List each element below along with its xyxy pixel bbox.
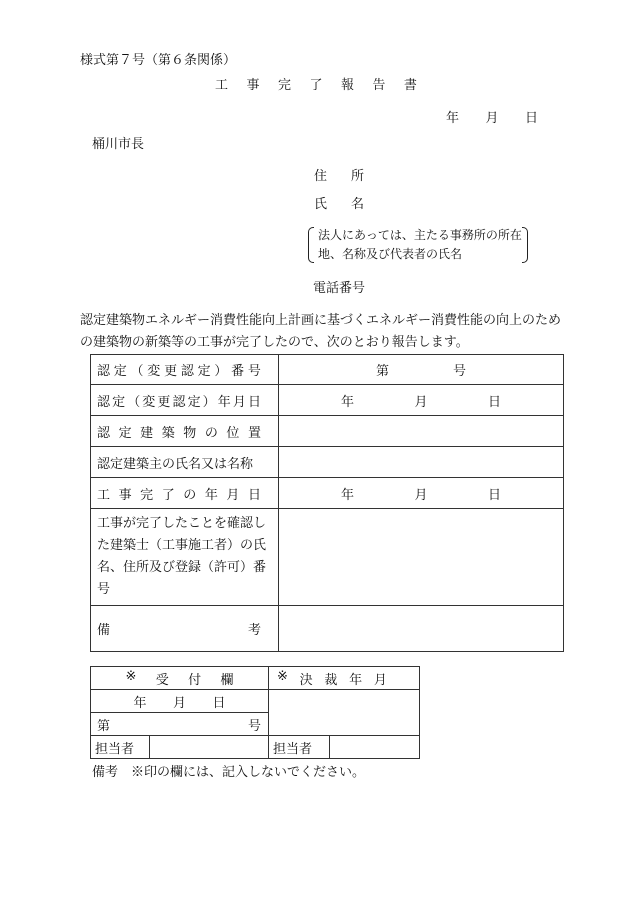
cert-date-label	[91, 385, 279, 416]
char: 定	[113, 364, 127, 379]
char: 定	[118, 425, 132, 441]
char: 月	[373, 672, 387, 688]
char: 報	[340, 78, 354, 93]
char: 月	[172, 695, 186, 711]
table-row	[91, 355, 564, 385]
char: 決	[299, 672, 313, 688]
char: ）	[214, 364, 228, 379]
report-date	[446, 112, 538, 125]
char: 工	[97, 487, 111, 503]
table-row	[91, 606, 564, 652]
architect-label: 工事が完了したことを確認した建築士（工事施工者）の氏名、住所及び登録（許可）番号	[91, 509, 279, 606]
char: 書	[403, 78, 417, 93]
char: 号	[452, 364, 466, 379]
char: 告	[372, 78, 386, 93]
char: 年	[217, 394, 231, 410]
char: 事	[118, 487, 132, 503]
addressee: 桶川市長	[92, 137, 145, 152]
decision-header	[268, 667, 419, 690]
char: 認	[97, 425, 111, 441]
char: 年	[133, 695, 147, 711]
char: 日	[487, 487, 501, 503]
document-title	[215, 79, 417, 92]
char: 第	[375, 364, 389, 379]
char: 築	[161, 425, 175, 441]
char: 第	[97, 718, 111, 734]
char: 年	[340, 487, 354, 503]
char: 日	[487, 394, 501, 410]
reception-table	[90, 666, 420, 759]
building-location-field[interactable]	[278, 416, 563, 447]
reception-number[interactable]	[91, 713, 269, 736]
char: 備	[97, 623, 111, 638]
char: 年	[204, 487, 218, 503]
applicant-address-label	[314, 170, 364, 183]
char: 認	[97, 394, 111, 410]
char: 定	[112, 394, 126, 410]
char: 完	[140, 487, 154, 503]
decision-date-field[interactable]	[268, 690, 419, 736]
char: ）	[202, 394, 216, 410]
char: 完	[277, 78, 291, 93]
char: ※	[276, 668, 288, 684]
char: 認	[97, 364, 111, 379]
char: 付	[188, 672, 202, 688]
char: 位	[226, 425, 240, 441]
char: 変	[147, 364, 161, 379]
char: 年	[446, 111, 460, 126]
char: 氏	[314, 197, 328, 212]
char: 番	[231, 364, 245, 379]
char: 了	[161, 487, 175, 503]
completion-date-label	[91, 478, 279, 509]
corporation-note	[308, 226, 528, 264]
cert-number-label	[91, 355, 279, 385]
table-row	[91, 690, 420, 713]
char: 号	[247, 364, 261, 379]
char: の	[204, 425, 218, 441]
applicant-name-label	[314, 198, 364, 211]
phone-label: 電話番号	[313, 281, 366, 296]
corporation-note-text: 法人にあっては、主たる事務所の所在地、名称及び代表者の氏名	[318, 228, 522, 261]
reception-person-field[interactable]	[149, 736, 268, 759]
form-number: 様式第７号（第６条関係）	[80, 53, 237, 68]
char: 更	[157, 394, 171, 410]
char: 日	[524, 111, 538, 126]
char: 日	[212, 695, 226, 711]
char: 建	[140, 425, 154, 441]
report-table	[90, 354, 564, 652]
char: 受	[155, 672, 169, 688]
char: 工	[215, 78, 229, 93]
char: 月	[232, 394, 246, 410]
char: 年	[349, 672, 363, 688]
table-row	[91, 416, 564, 447]
char: 認	[180, 364, 194, 379]
completion-date-field[interactable]	[278, 478, 563, 509]
char: 変	[142, 394, 156, 410]
table-row	[91, 385, 564, 416]
char: ※	[125, 668, 137, 684]
char: 住	[314, 169, 328, 184]
char: 日	[247, 487, 261, 503]
char: 日	[247, 394, 261, 410]
char: 欄	[220, 672, 234, 688]
reception-person-label: 担当者	[91, 736, 150, 759]
decision-person-field[interactable]	[329, 736, 419, 759]
reception-date[interactable]	[91, 690, 269, 713]
char: 事	[246, 78, 260, 93]
char: 号	[247, 718, 261, 734]
char: 置	[247, 425, 261, 441]
char: 更	[164, 364, 178, 379]
left-bracket	[308, 227, 314, 263]
table-row	[91, 478, 564, 509]
intro-text: 認定建築物エネルギー消費性能向上計画に基づくエネルギー消費性能の向上のための建築物の新築等の工事が完了したので、次のとおり報告します。	[80, 313, 562, 350]
char: 認	[172, 394, 186, 410]
table-row	[91, 447, 564, 478]
char: 裁	[324, 672, 338, 688]
char: 所	[350, 169, 364, 184]
char: （	[127, 394, 141, 410]
table-row	[91, 667, 420, 690]
building-location-label	[91, 416, 279, 447]
char: 定	[187, 394, 201, 410]
char: （	[130, 364, 144, 379]
reception-header	[91, 667, 269, 690]
right-bracket	[522, 227, 528, 263]
char: 定	[197, 364, 211, 379]
char: 考	[247, 623, 261, 638]
owner-name-label: 認定建築主の氏名又は名称	[91, 447, 279, 478]
char: 物	[183, 425, 197, 441]
remarks-field[interactable]	[278, 606, 563, 652]
char: の	[183, 487, 197, 503]
footer-remarks: 備考 ※印の欄には、記入しないでください。	[92, 765, 366, 780]
decision-person-label: 担当者	[268, 736, 329, 759]
char: 了	[309, 78, 323, 93]
cert-date-field[interactable]	[278, 385, 563, 416]
table-row	[91, 509, 564, 606]
cert-number-field[interactable]	[278, 355, 563, 385]
char: 月	[485, 111, 499, 126]
owner-name-field[interactable]	[278, 447, 563, 478]
architect-field[interactable]	[278, 509, 563, 606]
char: 月	[414, 394, 428, 410]
char: 月	[414, 487, 428, 503]
table-row	[91, 736, 420, 759]
char: 名	[350, 197, 364, 212]
char: 年	[340, 394, 354, 410]
char: 月	[226, 487, 240, 503]
remarks-label	[91, 606, 279, 652]
